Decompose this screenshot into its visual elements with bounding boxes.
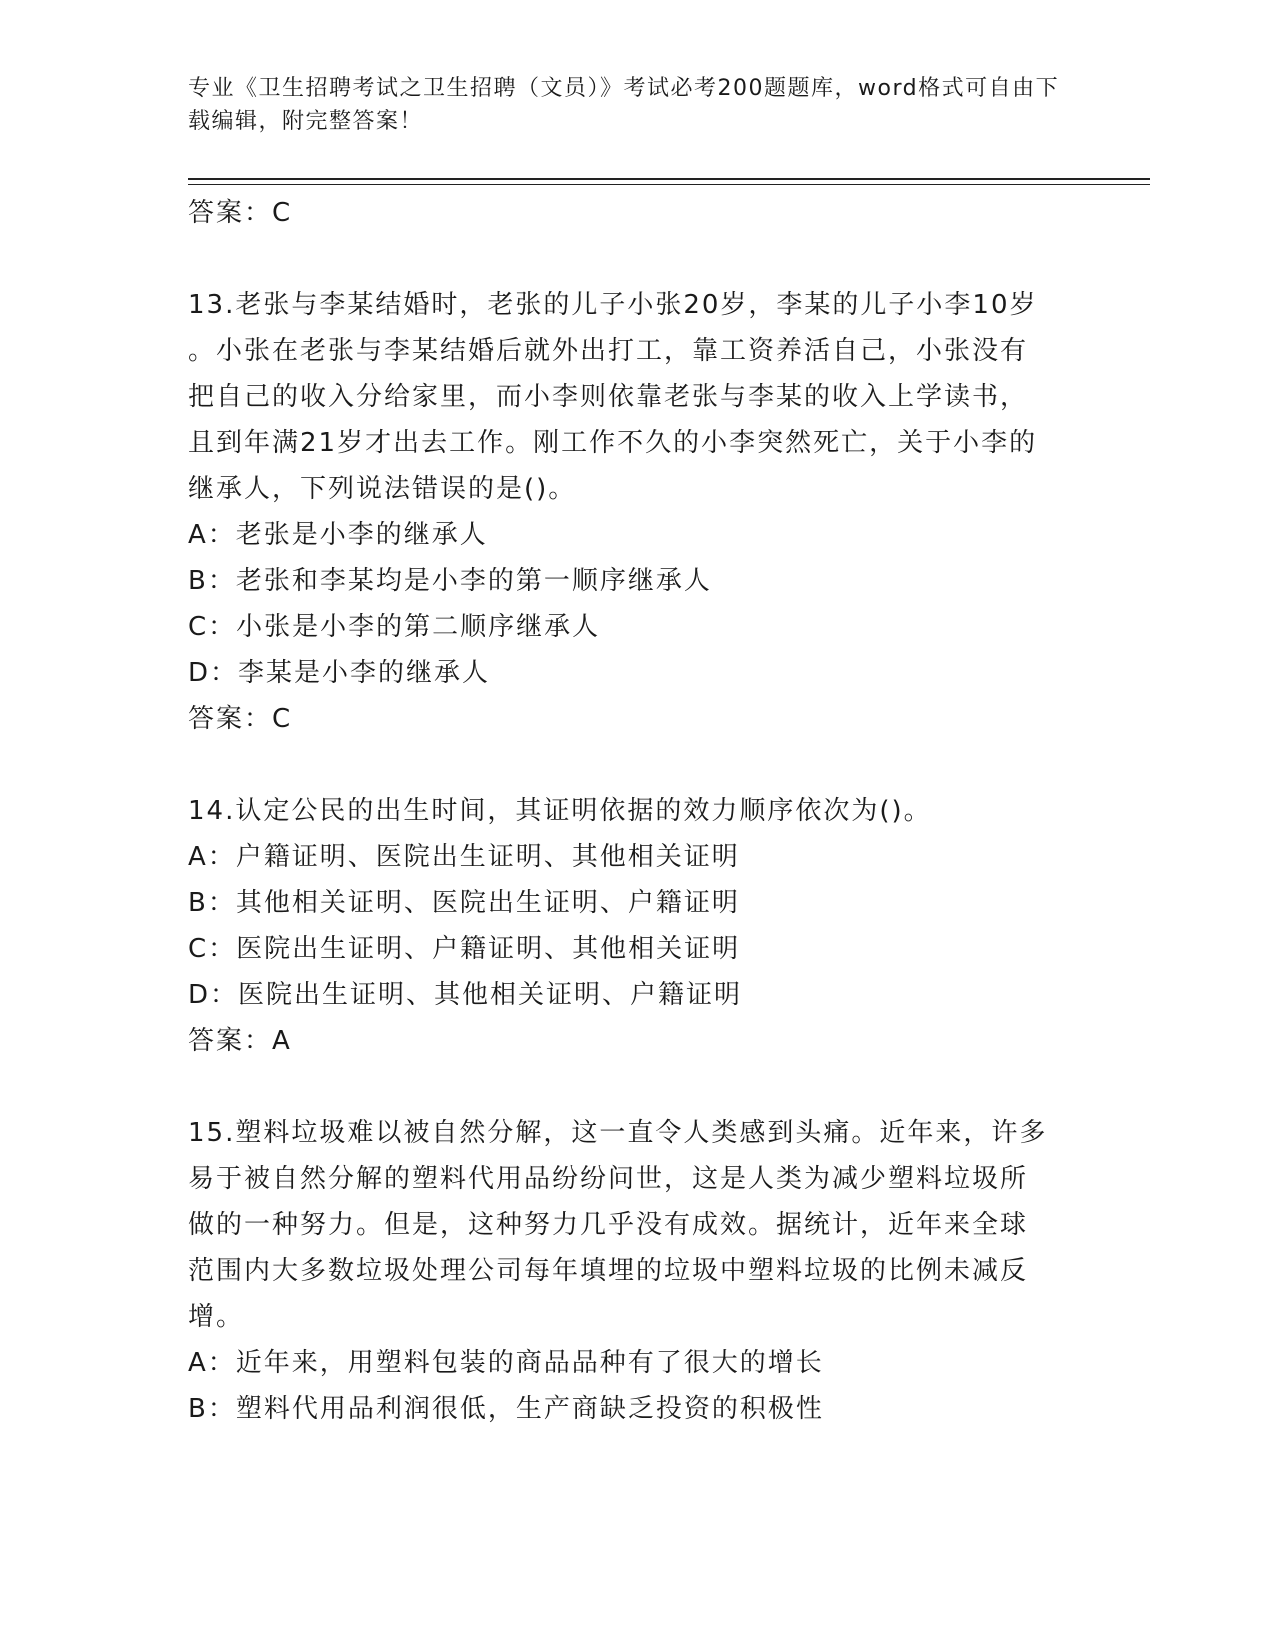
option-b: B：老张和李某均是小李的第一顺序继承人 — [188, 566, 712, 596]
question-line: 。小张在老张与李某结婚后就外出打工，靠工资养活自己，小张没有 — [188, 336, 1029, 366]
question-line: 易于被自然分解的塑料代用品纷纷问世，这是人类为减少塑料垃圾所 — [188, 1164, 1029, 1194]
document-header: 专业《卫生招聘考试之卫生招聘（文员）》考试必考200题题库，word格式可自由下载编辑，附完整答案！ — [188, 76, 1060, 134]
option-a: A：老张是小李的继承人 — [188, 520, 488, 550]
question-15 — [188, 1110, 1088, 1432]
question-line: 增。 — [188, 1302, 245, 1332]
option-b: B：塑料代用品利润很低，生产商缺乏投资的积极性 — [188, 1394, 824, 1424]
option-a: A：近年来，用塑料包装的商品品种有了很大的增长 — [188, 1348, 824, 1378]
question-14 — [188, 788, 1088, 1064]
spacer — [188, 742, 1088, 788]
question-line: 15.塑料垃圾难以被自然分解，这一直令人类感到头痛。近年来，许多 — [188, 1118, 1048, 1148]
question-line: 13.老张与李某结婚时，老张的儿子小张20岁，李某的儿子小李10岁 — [188, 290, 1038, 320]
question-line: 继承人，下列说法错误的是()。 — [188, 474, 577, 504]
option-c: C：小张是小李的第二顺序继承人 — [188, 612, 601, 642]
question-line: 范围内大多数垃圾处理公司每年填埋的垃圾中塑料垃圾的比例未减反 — [188, 1256, 1029, 1286]
option-d: D：李某是小李的继承人 — [188, 658, 491, 688]
spacer — [188, 236, 1088, 282]
option-d: D：医院出生证明、其他相关证明、户籍证明 — [188, 980, 743, 1010]
question-line: 14.认定公民的出生时间，其证明依据的效力顺序依次为()。 — [188, 796, 932, 826]
question-13 — [188, 282, 1088, 742]
option-a: A：户籍证明、医院出生证明、其他相关证明 — [188, 842, 740, 872]
previous-answer: 答案：C — [188, 198, 293, 228]
option-b: B：其他相关证明、医院出生证明、户籍证明 — [188, 888, 740, 918]
option-c: C：医院出生证明、户籍证明、其他相关证明 — [188, 934, 741, 964]
question-line: 做的一种努力。但是，这种努力几乎没有成效。据统计，近年来全球 — [188, 1210, 1029, 1240]
question-line: 且到年满21岁才出去工作。刚工作不久的小李突然死亡，关于小李的 — [188, 428, 1038, 458]
answer: 答案：A — [188, 1026, 292, 1056]
header-rule-thin — [188, 184, 1150, 185]
spacer — [188, 1064, 1088, 1110]
header-rule-thick — [188, 178, 1150, 180]
question-line: 把自己的收入分给家里，而小李则依靠老张与李某的收入上学读书， — [188, 382, 1029, 412]
document-content — [188, 190, 1088, 1432]
answer: 答案：C — [188, 704, 293, 734]
